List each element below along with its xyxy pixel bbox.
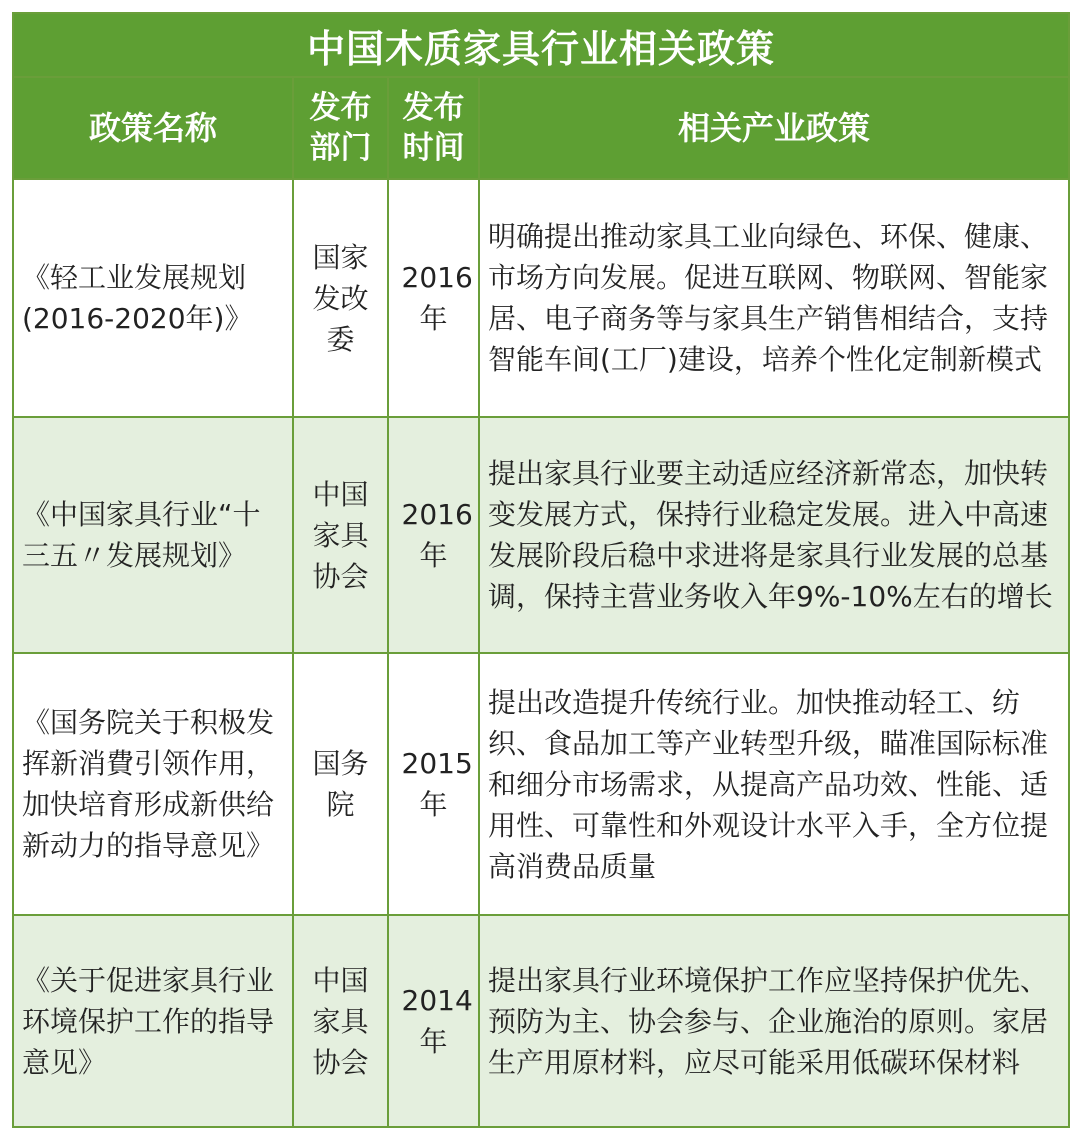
policy-name-cell: 《国务院关于积极发挥新消費引领作用，加快培育形成新供给新动力的指导意见》 — [13, 653, 293, 915]
table-row — [13, 179, 1069, 417]
department-cell: 国家发改委 — [293, 179, 388, 417]
table-header-row — [13, 77, 1069, 179]
policy-description-cell: 提出改造提升传统行业。加快推动轻工、纺织、食品加工等产业转型升级，瞄准国际标准和细分市场需求，从提高产品功效、性能、适用性、可靠性和外观设计水平入手，全方位提高消费品质量 — [479, 653, 1069, 915]
release-time-cell: 2014年 — [388, 915, 479, 1127]
release-time-cell: 2016年 — [388, 179, 479, 417]
department-cell: 中国家具协会 — [293, 915, 388, 1127]
department-cell: 国务院 — [293, 653, 388, 915]
policy-table — [12, 12, 1070, 1128]
header-release-time: 发布时间 — [388, 77, 479, 179]
table-row — [13, 653, 1069, 915]
policy-description-cell: 提出家具行业环境保护工作应坚持保护优先、预防为主、协会参与、企业施治的原则。家居生产用原材料，应尽可能采用低碳环保材料 — [479, 915, 1069, 1127]
release-time-cell: 2015年 — [388, 653, 479, 915]
policy-description-cell: 明确提出推动家具工业向绿色、环保、健康、市场方向发展。促进互联网、物联网、智能家居、电子商务等与家具生产销售相结合，支持智能车间(工厂)建设，培养个性化定制新模式 — [479, 179, 1069, 417]
release-time-cell: 2016年 — [388, 417, 479, 653]
table-row — [13, 915, 1069, 1127]
header-policy-name: 政策名称 — [13, 77, 293, 179]
table-row — [13, 417, 1069, 653]
table-title-row — [13, 13, 1069, 77]
policy-name-cell: 《中国家具行业“十三五〃发展规划》 — [13, 417, 293, 653]
table-title: 中国木质家具行业相关政策 — [13, 13, 1069, 77]
header-industry-policy: 相关产业政策 — [479, 77, 1069, 179]
department-cell: 中国家具协会 — [293, 417, 388, 653]
policy-name-cell: 《轻工业发展规划(2016-2020年)》 — [13, 179, 293, 417]
policy-description-cell: 提出家具行业要主动适应经济新常态，加快转变发展方式，保持行业稳定发展。进入中高速发展阶段后稳中求进将是家具行业发展的总基调，保持主营业务收入年9%-10%左右的增长 — [479, 417, 1069, 653]
policy-name-cell: 《关于促进家具行业环境保护工作的指导意见》 — [13, 915, 293, 1127]
policy-table-container — [12, 12, 1068, 1126]
header-department: 发布部门 — [293, 77, 388, 179]
